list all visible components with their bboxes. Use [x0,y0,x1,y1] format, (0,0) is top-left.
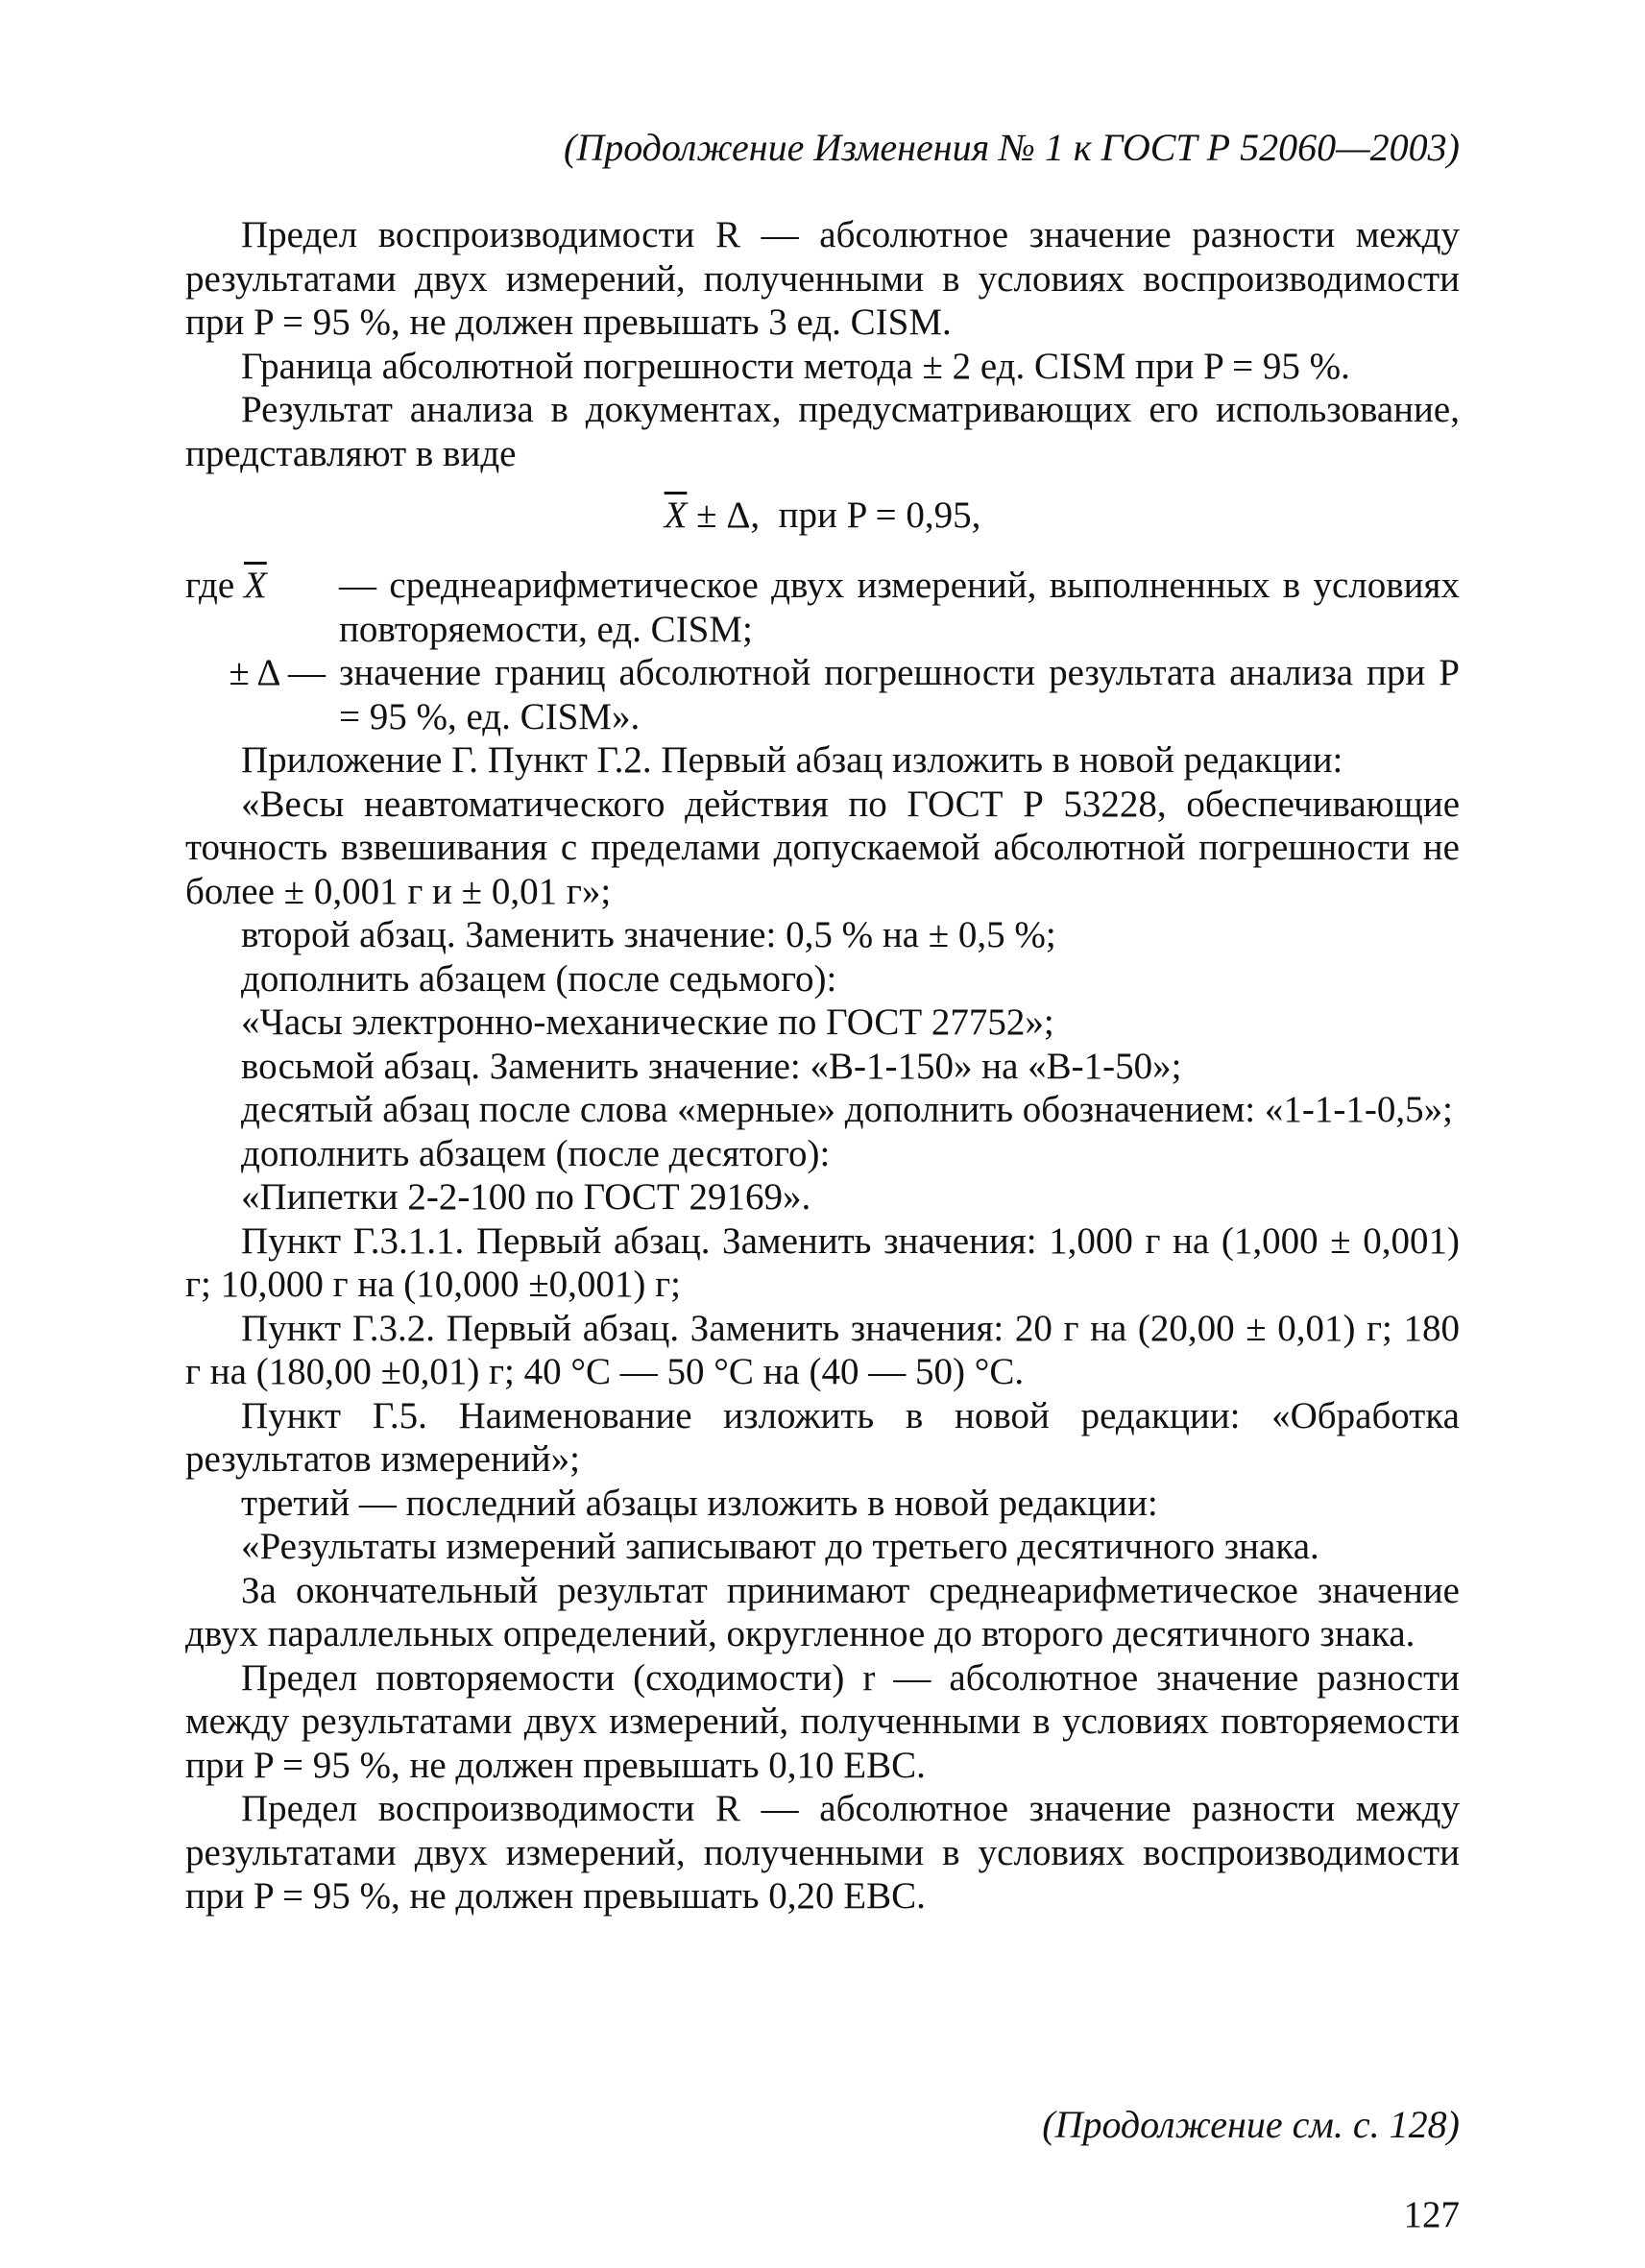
formula-text: ± Δ, при P = 0,95, [687,495,981,536]
formula-mean-symbol: $\overline{X}$ [664,495,688,536]
paragraph: Пункт Г.5. Наименование изложить в новой редакции: «Обработка результатов измерений»; [185,1394,1460,1480]
paragraph: Граница абсолютной погрешности метода ± 2 ед. CISM при P = 95 %. [241,345,1350,387]
where-definition-text: — среднеарифметическое двух измерений, выполненных в условиях повторяемости, ед. CISM; [339,565,1460,650]
where-lead [185,564,339,608]
paragraph: Предел воспроизводимости R — абсолютное значение разности между результатами двух измерений, полученными в условиях воспроизводимости при P = 95 %, не должен превышать 3 ед. CISM. [185,214,1460,343]
paragraph: Приложение Г. Пункт Г.2. Первый абзац изложить в новой редакции: [241,739,1343,781]
paragraph: восьмой абзац. Заменить значение: «В-1-150» на «В-1-50»; [241,1045,1182,1087]
where-definition-2 [185,651,1460,738]
paragraph: Предел повторяемости (сходимости) r — абсолютное значение разности между результатами двух измерений, полученными в условиях повторяемости при P = 95 %, не должен превышать 0,10 EBC. [185,1656,1460,1786]
paragraph: Результат анализа в документах, предусматривающих его использование, представляют в виде [185,389,1460,474]
paragraph: Пункт Г.3.2. Первый абзац. Заменить значения: 20 г на (20,00 ± 0,01) г; 180 г на (180,00 ±0,01) г; 40 °С — 50 °С на (40 — 50) °С. [185,1307,1460,1392]
where-delta-text: значение границ абсолютной погрешности результата анализа при P = 95 %, ед. CISM». [339,652,1460,737]
formula [185,493,1460,539]
paragraph: третий — последний абзацы изложить в новой редакции: [241,1482,1158,1524]
paragraph: «Пипетки 2-2-100 по ГОСТ 29169». [241,1176,811,1218]
paragraph: дополнить абзацем (после седьмого): [241,957,837,1000]
paragraph: десятый абзац после слова «мерные» дополнить обозначением: «1-1-1-0,5»; [241,1089,1453,1130]
paragraph: дополнить абзацем (после десятого): [241,1132,831,1174]
continuation-note: (Продолжение см. с. 128) [1042,2103,1460,2146]
where-delta-symbol: ± Δ — [229,652,326,693]
paragraph: второй абзац. Заменить значение: 0,5 % на ± 0,5 %; [241,914,1056,955]
paragraph: «Результаты измерений записывают до третьего десятичного знака. [241,1526,1319,1567]
paragraph: «Часы электронно-механические по ГОСТ 27752»; [241,1001,1054,1043]
page-header: (Продолжение Изменения № 1 к ГОСТ Р 52060—2003) [564,126,1460,169]
paragraph: За окончательный результат принимают среднеарифметическое значение двух параллельных определений, округленное до второго десятичного знака. [185,1569,1460,1654]
body-text [185,213,1460,1918]
where-definition-1 [185,564,1460,651]
page-number: 127 [1403,2194,1460,2235]
where-delta-lead [185,651,339,695]
paragraph: Пункт Г.3.1.1. Первый абзац. Заменить значения: 1,000 г на (1,000 ± 0,001) г; 10,000 г на (10,000 ±0,001) г; [185,1219,1460,1305]
paragraph: Предел воспроизводимости R — абсолютное значение разности между результатами двух измерений, полученными в условиях воспроизводимости при P = 95 %, не должен превышать 0,20 EBC. [185,1788,1460,1917]
paragraph: «Весы неавтоматического действия по ГОСТ Р 53228, обеспечивающие точность взвешивания с пределами допускаемой абсолютной погрешности не более ± 0,001 г и ± 0,01 г»; [185,783,1460,912]
where-word: где [185,565,244,606]
where-symbol: $\overline{X}$ [243,565,267,606]
